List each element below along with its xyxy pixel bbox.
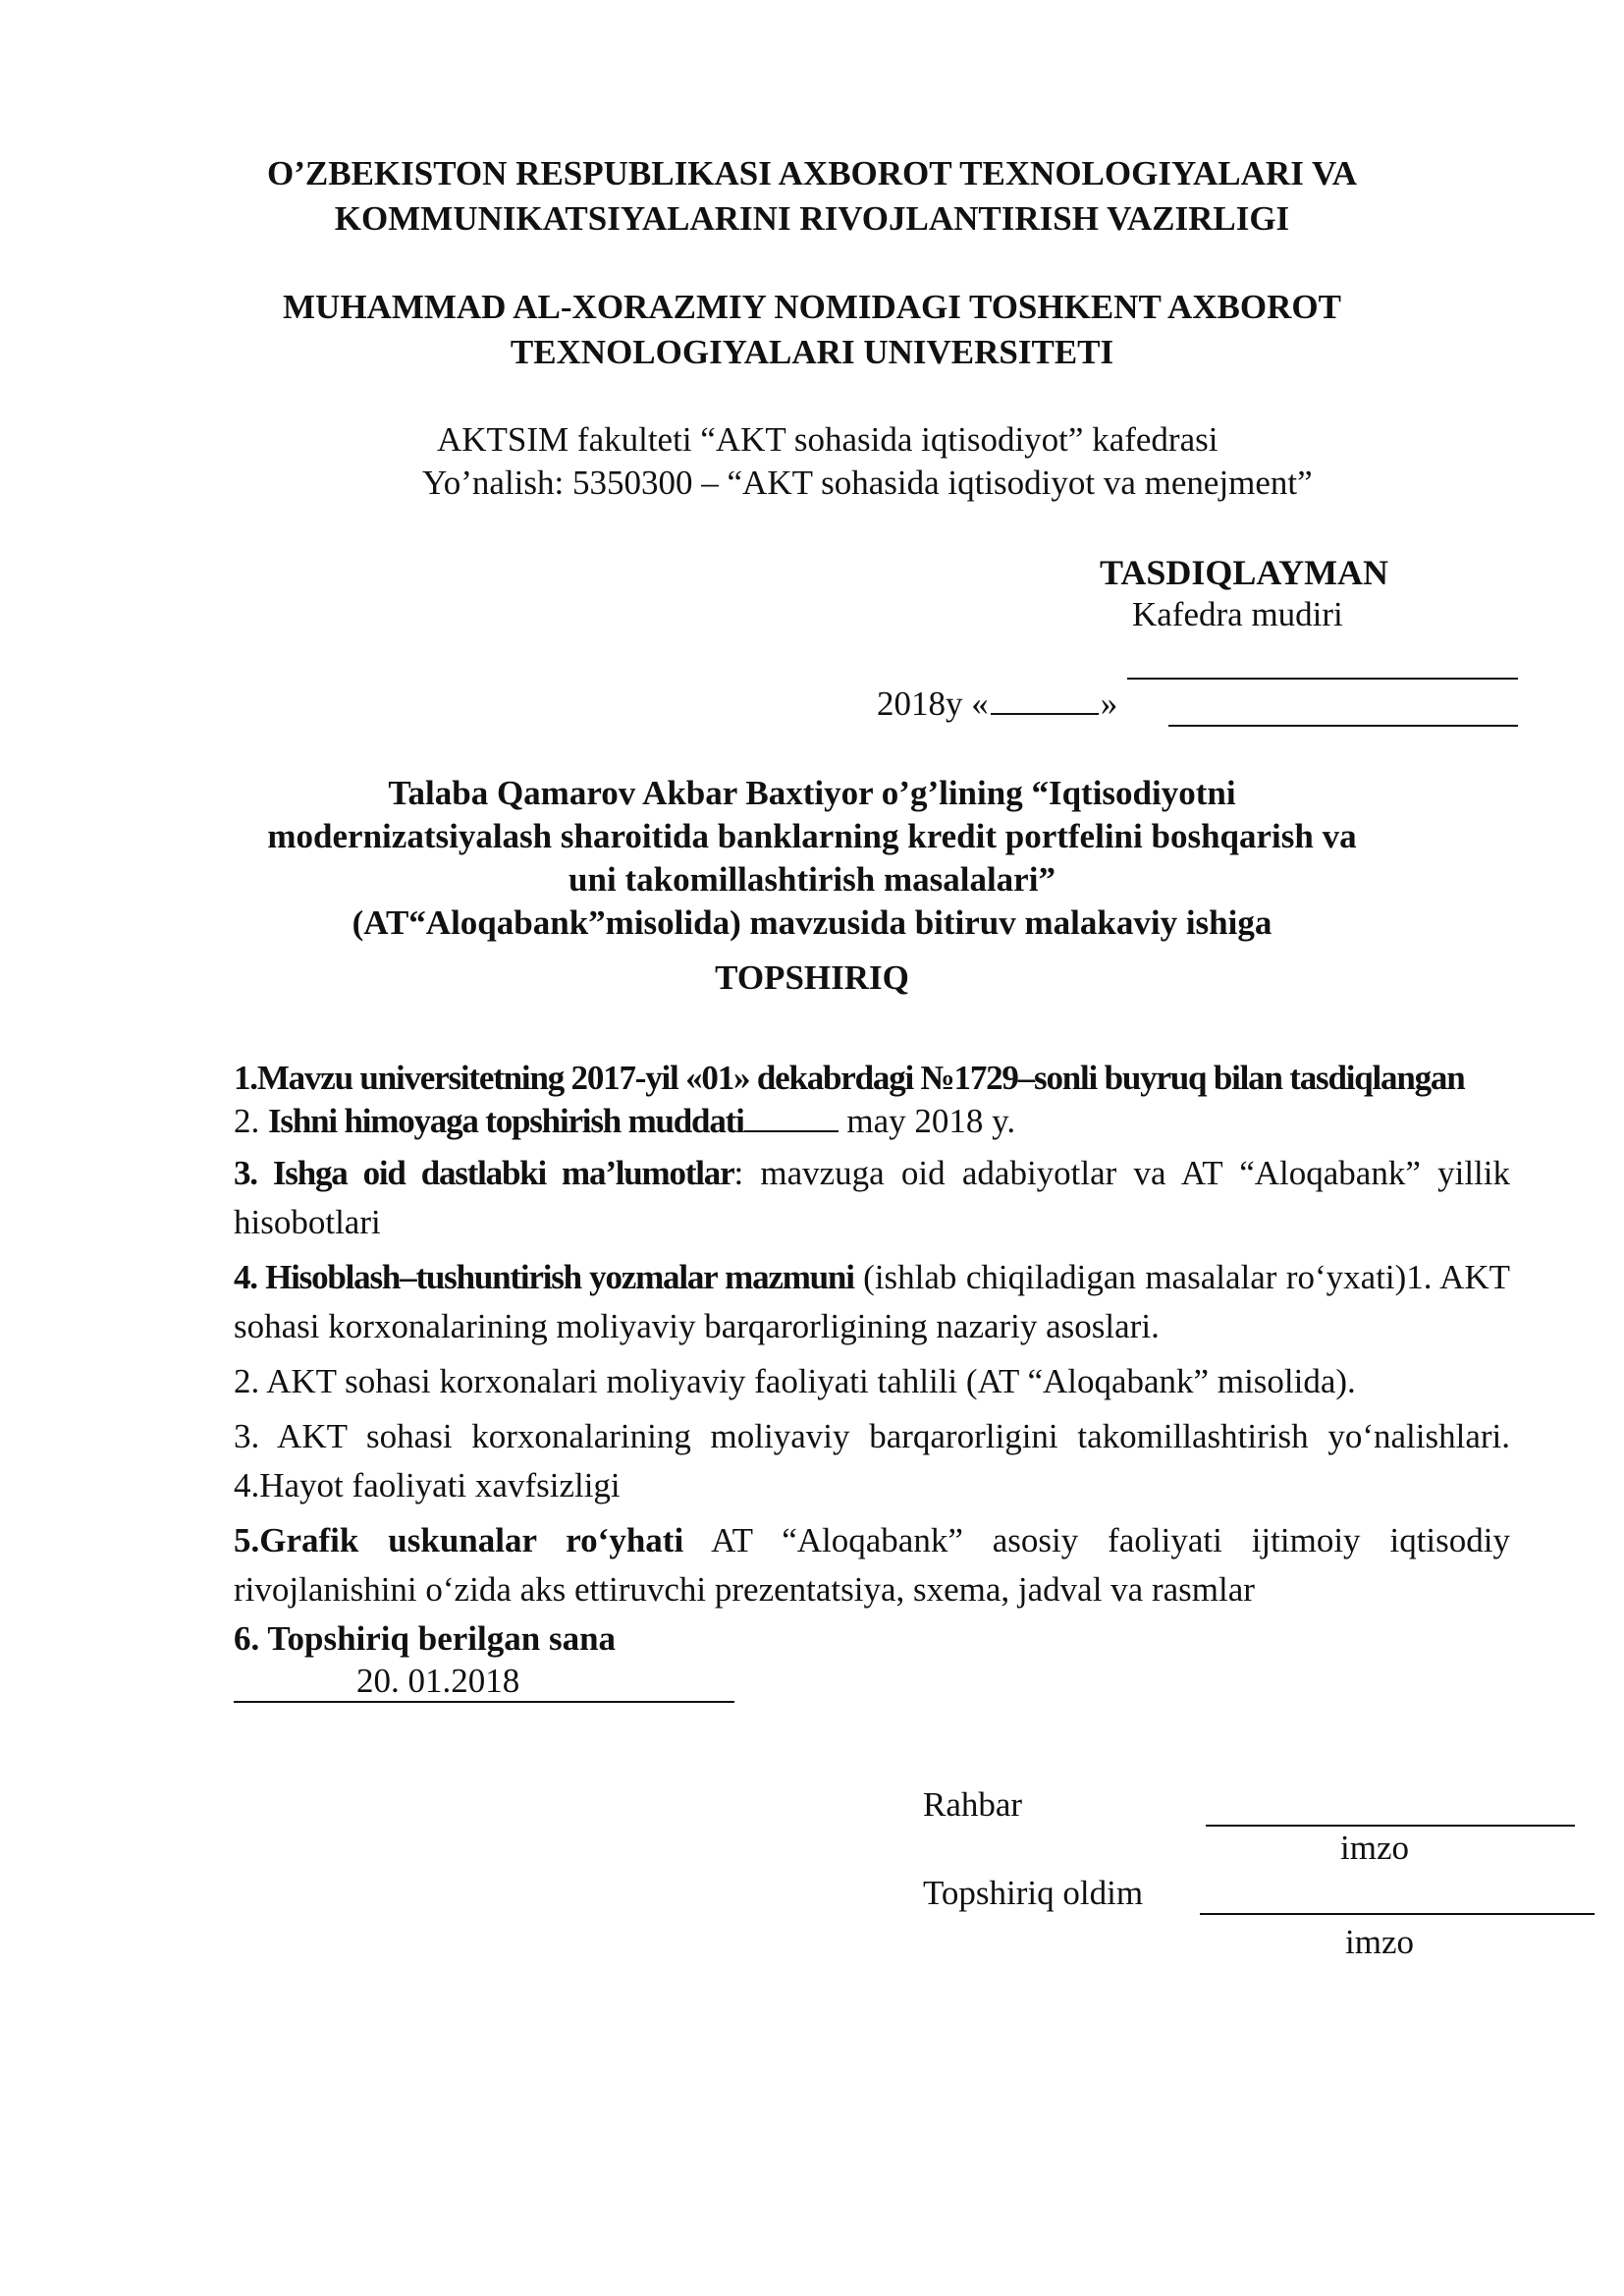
theme-line-4: (AT“Aloqabank”misolida) mavzusida bitiruv malakaviy ishiga [352,903,1272,942]
faculty-line: AKTSIM fakulteti “AKT sohasida iqtisodiyot” kafedrasi [437,420,1218,459]
approval-title: TASDIQLAYMAN [1100,553,1389,592]
item-2-value: may 2018 y. [838,1102,1016,1140]
thesis-theme [0,772,1624,945]
item-5-label: 5.Grafik uskunalar ro‘yhati [234,1521,684,1559]
item-5 [234,1516,1510,1614]
supervisor-label: Rahbar [923,1785,1023,1824]
ministry-heading [0,151,1624,242]
item-4 [234,1253,1510,1351]
supervisor-signature-line [1206,1825,1575,1827]
item-4-part-3: 3. AKT sohasi korxonalarining moliyaviy barqarorligini takomillashtirish yo‘nalishlari. 4.Hayot faoliyati xavfsizligi [234,1417,1510,1504]
item-6-date: 20. 01.2018 [356,1662,520,1700]
item-4-text: (ishlab chiqiladigan masalalar ro‘yxati)1. AKT sohasi korxonalarining moliyaviy barqarorligining nazariy asoslari. [234,1258,1510,1345]
assignment-items [234,1057,1510,1712]
item-2-blank-line [744,1130,839,1132]
day-blank-line [991,713,1099,715]
student-signature-line [1200,1913,1595,1915]
ministry-line-2: KOMMUNIKATSIYALARINI RIVOJLANTIRISH VAZIRLIGI [334,199,1290,238]
theme-line-1: Talaba Qamarov Akbar Baxtiyor o’g’lining “Iqtisodiyotni [388,774,1236,812]
approval-date [877,684,1117,724]
approval-role: Kafedra mudiri [1132,595,1343,633]
item-6-label: 6. Topshiriq berilgan sana [234,1619,617,1658]
item-4-label: 4. Hisoblash–tushuntirish yozmalar mazmuni [234,1258,854,1296]
item-5-text: AT “Aloqabank” asosiy faoliyati ijtimoiy iqtisodiy rivojlanishini o‘zida aks ettiruvchi prezentatsiya, sxema, jadval va rasmlar [234,1521,1510,1609]
university-line-2: TEXNOLOGIYALARI UNIVERSITETI [510,333,1114,371]
assignment-title: TOPSHIRIQ [715,958,909,997]
item-4-part-2: 2. AKT sohasi korxonalari moliyaviy faoliyati tahlili (AT “Aloqabank” misolida). [234,1362,1356,1400]
item-2-number: 2. [234,1102,268,1140]
item-6-date-line [234,1664,1510,1712]
university-line-1: MUHAMMAD AL-XORAZMIY NOMIDAGI TOSHKENT AXBOROT [283,288,1341,326]
item-2-label: Ishni himoyaga topshirish muddati [268,1102,744,1140]
item-3-text: : mavzuga oid adabiyotlar va AT “Aloqabank” yillik hisobotlari [234,1154,1510,1241]
theme-line-3: uni takomillashtirish masalalari” [568,860,1056,899]
head-signature-line [1127,678,1518,680]
supervisor-sign-hint: imzo [1340,1829,1409,1867]
item-1: 1.Mavzu universitetning 2017-yil «01» dekabrdagi №1729–sonli buyruq bilan tasdiqlangan [234,1059,1465,1097]
item-6-date-underline [234,1664,734,1703]
approval-year: 2018y « [877,684,989,723]
item-2 [234,1100,1510,1143]
student-sign-hint: imzo [1345,1923,1414,1961]
item-3 [234,1149,1510,1247]
item-3-label: 3. Ishga oid dastlabki ma’lumotlar [234,1154,734,1192]
ministry-line-1: O’ZBEKISTON RESPUBLIKASI AXBOROT TEXNOLOGIYALARI VA [267,154,1357,192]
month-blank-line [1168,725,1518,727]
direction-line: Yo’nalish: 5350300 – “AKT sohasida iqtisodiyot va menejment” [422,464,1313,502]
theme-line-2: modernizatsiyalash sharoitida banklarning kredit portfelini boshqarish va [267,817,1357,855]
approval-close-quote: » [1100,684,1118,723]
student-label: Topshiriq oldim [923,1874,1144,1912]
university-heading [0,285,1624,375]
